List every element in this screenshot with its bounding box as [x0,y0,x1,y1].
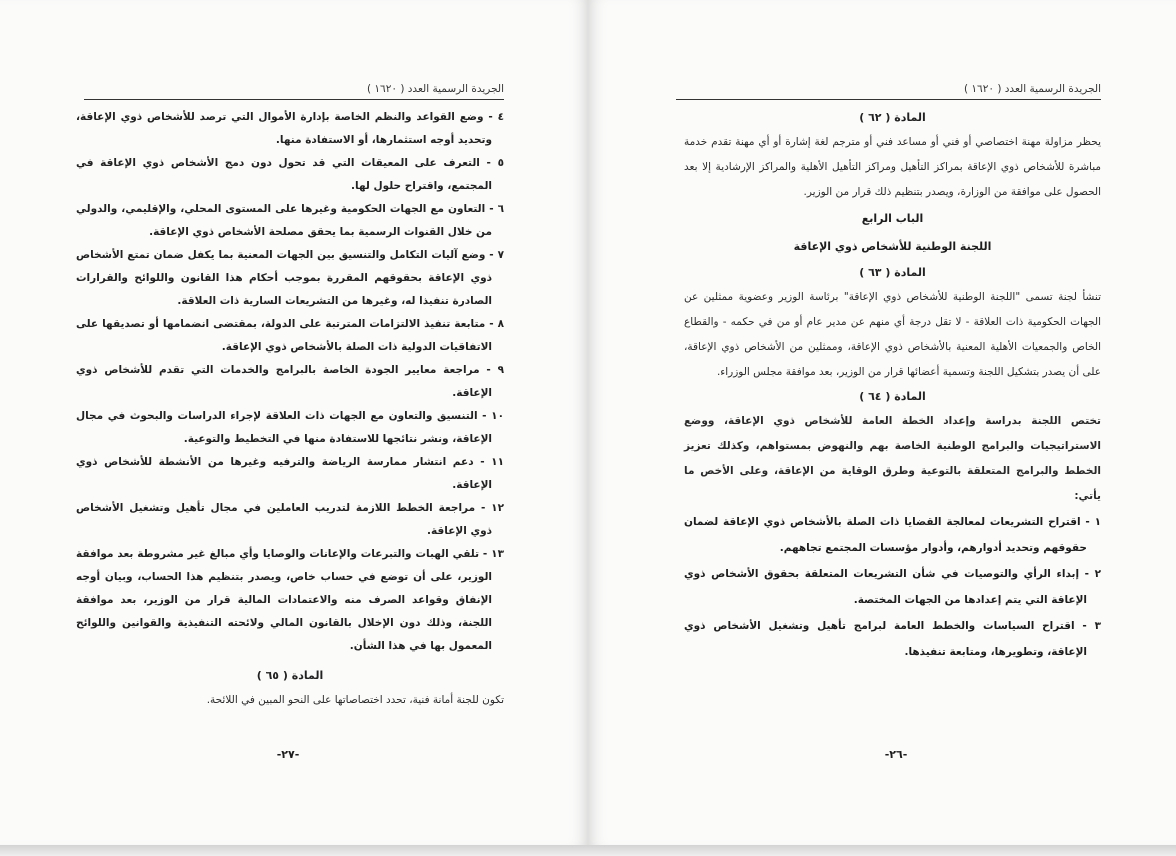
right-page-content [684,106,1101,665]
article-64-text: تختص اللجنة بدراسة وإعداد الخطة العامة للأشخاص ذوي الإعاقة، ووضع الاستراتيجيات والبرامج الوطنية الخاصة بهم والنهوض بمستواهم، وكذلك تعزيز الخطط والبرامج المتعلقة بالتوعية وطرق الوقاية من الإعاقة، وعلى الأخص ما يأتي: [684,415,1101,502]
list-item: ٩ - مراجعة معايير الجودة الخاصة بالبرامج والخدمات التي تقدم للأشخاص ذوي الإعاقة. [76,364,504,399]
list-item: ٥ - التعرف على المعيقات التي قد تحول دون دمج الأشخاص ذوي الإعاقة في المجتمع، واقتراح حلول لها. [76,157,504,192]
article-63-text: تنشأ لجنة تسمى "اللجنة الوطنية للأشخاص ذوي الإعاقة" برئاسة الوزير وعضوية ممثلين عن الجهات الحكومية ذات العلاقة - لا تقل درجة أي منهم عن مدير عام أو من في حكمه - والقطاع الخاص والجمعيات الأهلية المعنية بالأشخاص ذوي الإعاقة، وممثلين من الأشخاص ذوي الإعاقة، على أن يصدر بتشكيل اللجنة وتسمية أعضائها قرار من الوزير، بعد موافقة مجلس الوزراء. [684,291,1101,378]
list-item: ١٢ - مراجعة الخطط اللازمة لتدريب العاملين في مجال تأهيل وتشغيل الأشخاص ذوي الإعاقة. [76,502,504,537]
article-62-text: يحظر مزاولة مهنة اختصاصي أو فني أو مساعد فني أو مترجم لغة إشارة أو أي مهنة تقدم خدمة مباشرة للأشخاص ذوي الإعاقة بمراكز التأهيل ومراكز التأهيل الأهلية والمراكز الإرشادية إلا بعد الحصول على موافقة من الوزارة، ويصدر بتنظيم ذلك قرار من الوزير. [684,136,1101,198]
list-item: ١٠ - التنسيق والتعاون مع الجهات ذات العلاقة لإجراء الدراسات والبحوث في مجال الإعاقة، ونشر نتائجها للاستفادة منها في التخطيط والتوعية. [76,410,504,445]
article-62-title: المادة ( ٦٢ ) [859,111,926,124]
page-number: -٢٦- [884,748,908,761]
left-page [0,0,588,845]
list-item: ٨ - متابعة تنفيذ الالتزامات المترتبة على الدولة، بمقتضى انضمامها أو تصديقها على الاتفاقيات الدولية ذات الصلة بالأشخاص ذوي الإعاقة. [76,318,504,353]
page-number: -٢٧- [276,748,300,761]
article-63-title: المادة ( ٦٣ ) [859,266,926,279]
list-item: ٦ - التعاون مع الجهات الحكومية وغيرها على المستوى المحلي، والإقليمي، والدولي من خلال القنوات الرسمية بما يحقق مصلحة الأشخاص ذوي الإعاقة. [76,203,504,238]
article-64-title: المادة ( ٦٤ ) [859,390,926,403]
list-item: ٤ - وضع القواعد والنظم الخاصة بإدارة الأموال التي ترصد للأشخاص ذوي الإعاقة، وتحديد أوجه استثمارها، أو الاستفادة منها. [76,111,504,146]
list-item: ١ - اقتراح التشريعات لمعالجة القضايا ذات الصلة بالأشخاص ذوي الإعاقة لضمان حقوقهم وتحديد أدوارهم، وأدوار مؤسسات المجتمع تجاههم. [684,516,1101,554]
article-65-text: تكون للجنة أمانة فنية، تحدد اختصاصاتها على النحو المبين في اللائحة. [206,694,504,706]
list-item: ١١ - دعم انتشار ممارسة الرياضة والترفيه وغيرها من الأنشطة للأشخاص ذوي الإعاقة. [76,456,504,491]
list-item: ٧ - وضع آليات التكامل والتنسيق بين الجهات المعنية بما يكفل ضمان تمتع الأشخاص ذوي الإعاقة بحقوقهم المقررة بموجب أحكام هذا القانون واللوائح والقرارات الصادرة تنفيذا له، وغيرها من التشريعات السارية ذات العلاقة. [76,249,504,307]
running-header: الجريدة الرسمية العدد ( ١٦٢٠ ) [676,78,1101,100]
viewer-bottom-edge [0,845,1176,856]
list-item: ١٣ - تلقي الهبات والتبرعات والإعانات والوصايا وأي مبالغ غير مشروطة بعد موافقة الوزير، على أن توضع في حساب خاص، ويصدر بتنظيم هذا الحساب، وبيان أوجه الإنفاق وقواعد الصرف منه والاعتمادات المالية قرار من الوزير، بعد موافقة اللجنة، وذلك دون الإخلال بالقانون المالي ولائحته التنفيذية والقوانين واللوائح المعمول بها في هذا الشأن. [76,548,504,652]
left-page-content [76,106,504,713]
chapter-subtitle: اللجنة الوطنية للأشخاص ذوي الإعاقة [793,240,992,253]
list-item: ٢ - إبداء الرأي والتوصيات في شأن التشريعات المتعلقة بحقوق الأشخاص ذوي الإعاقة التي يتم إعدادها من الجهات المختصة. [684,568,1101,606]
right-page [588,0,1176,845]
running-header: الجريدة الرسمية العدد ( ١٦٢٠ ) [84,78,504,100]
chapter-title: الباب الرابع [861,212,924,225]
list-item: ٣ - اقتراح السياسات والخطط العامة لبرامج تأهيل وتشغيل الأشخاص ذوي الإعاقة، وتطويرها، ومتابعة تنفيذها. [684,620,1101,658]
article-65-title: المادة ( ٦٥ ) [256,669,324,682]
